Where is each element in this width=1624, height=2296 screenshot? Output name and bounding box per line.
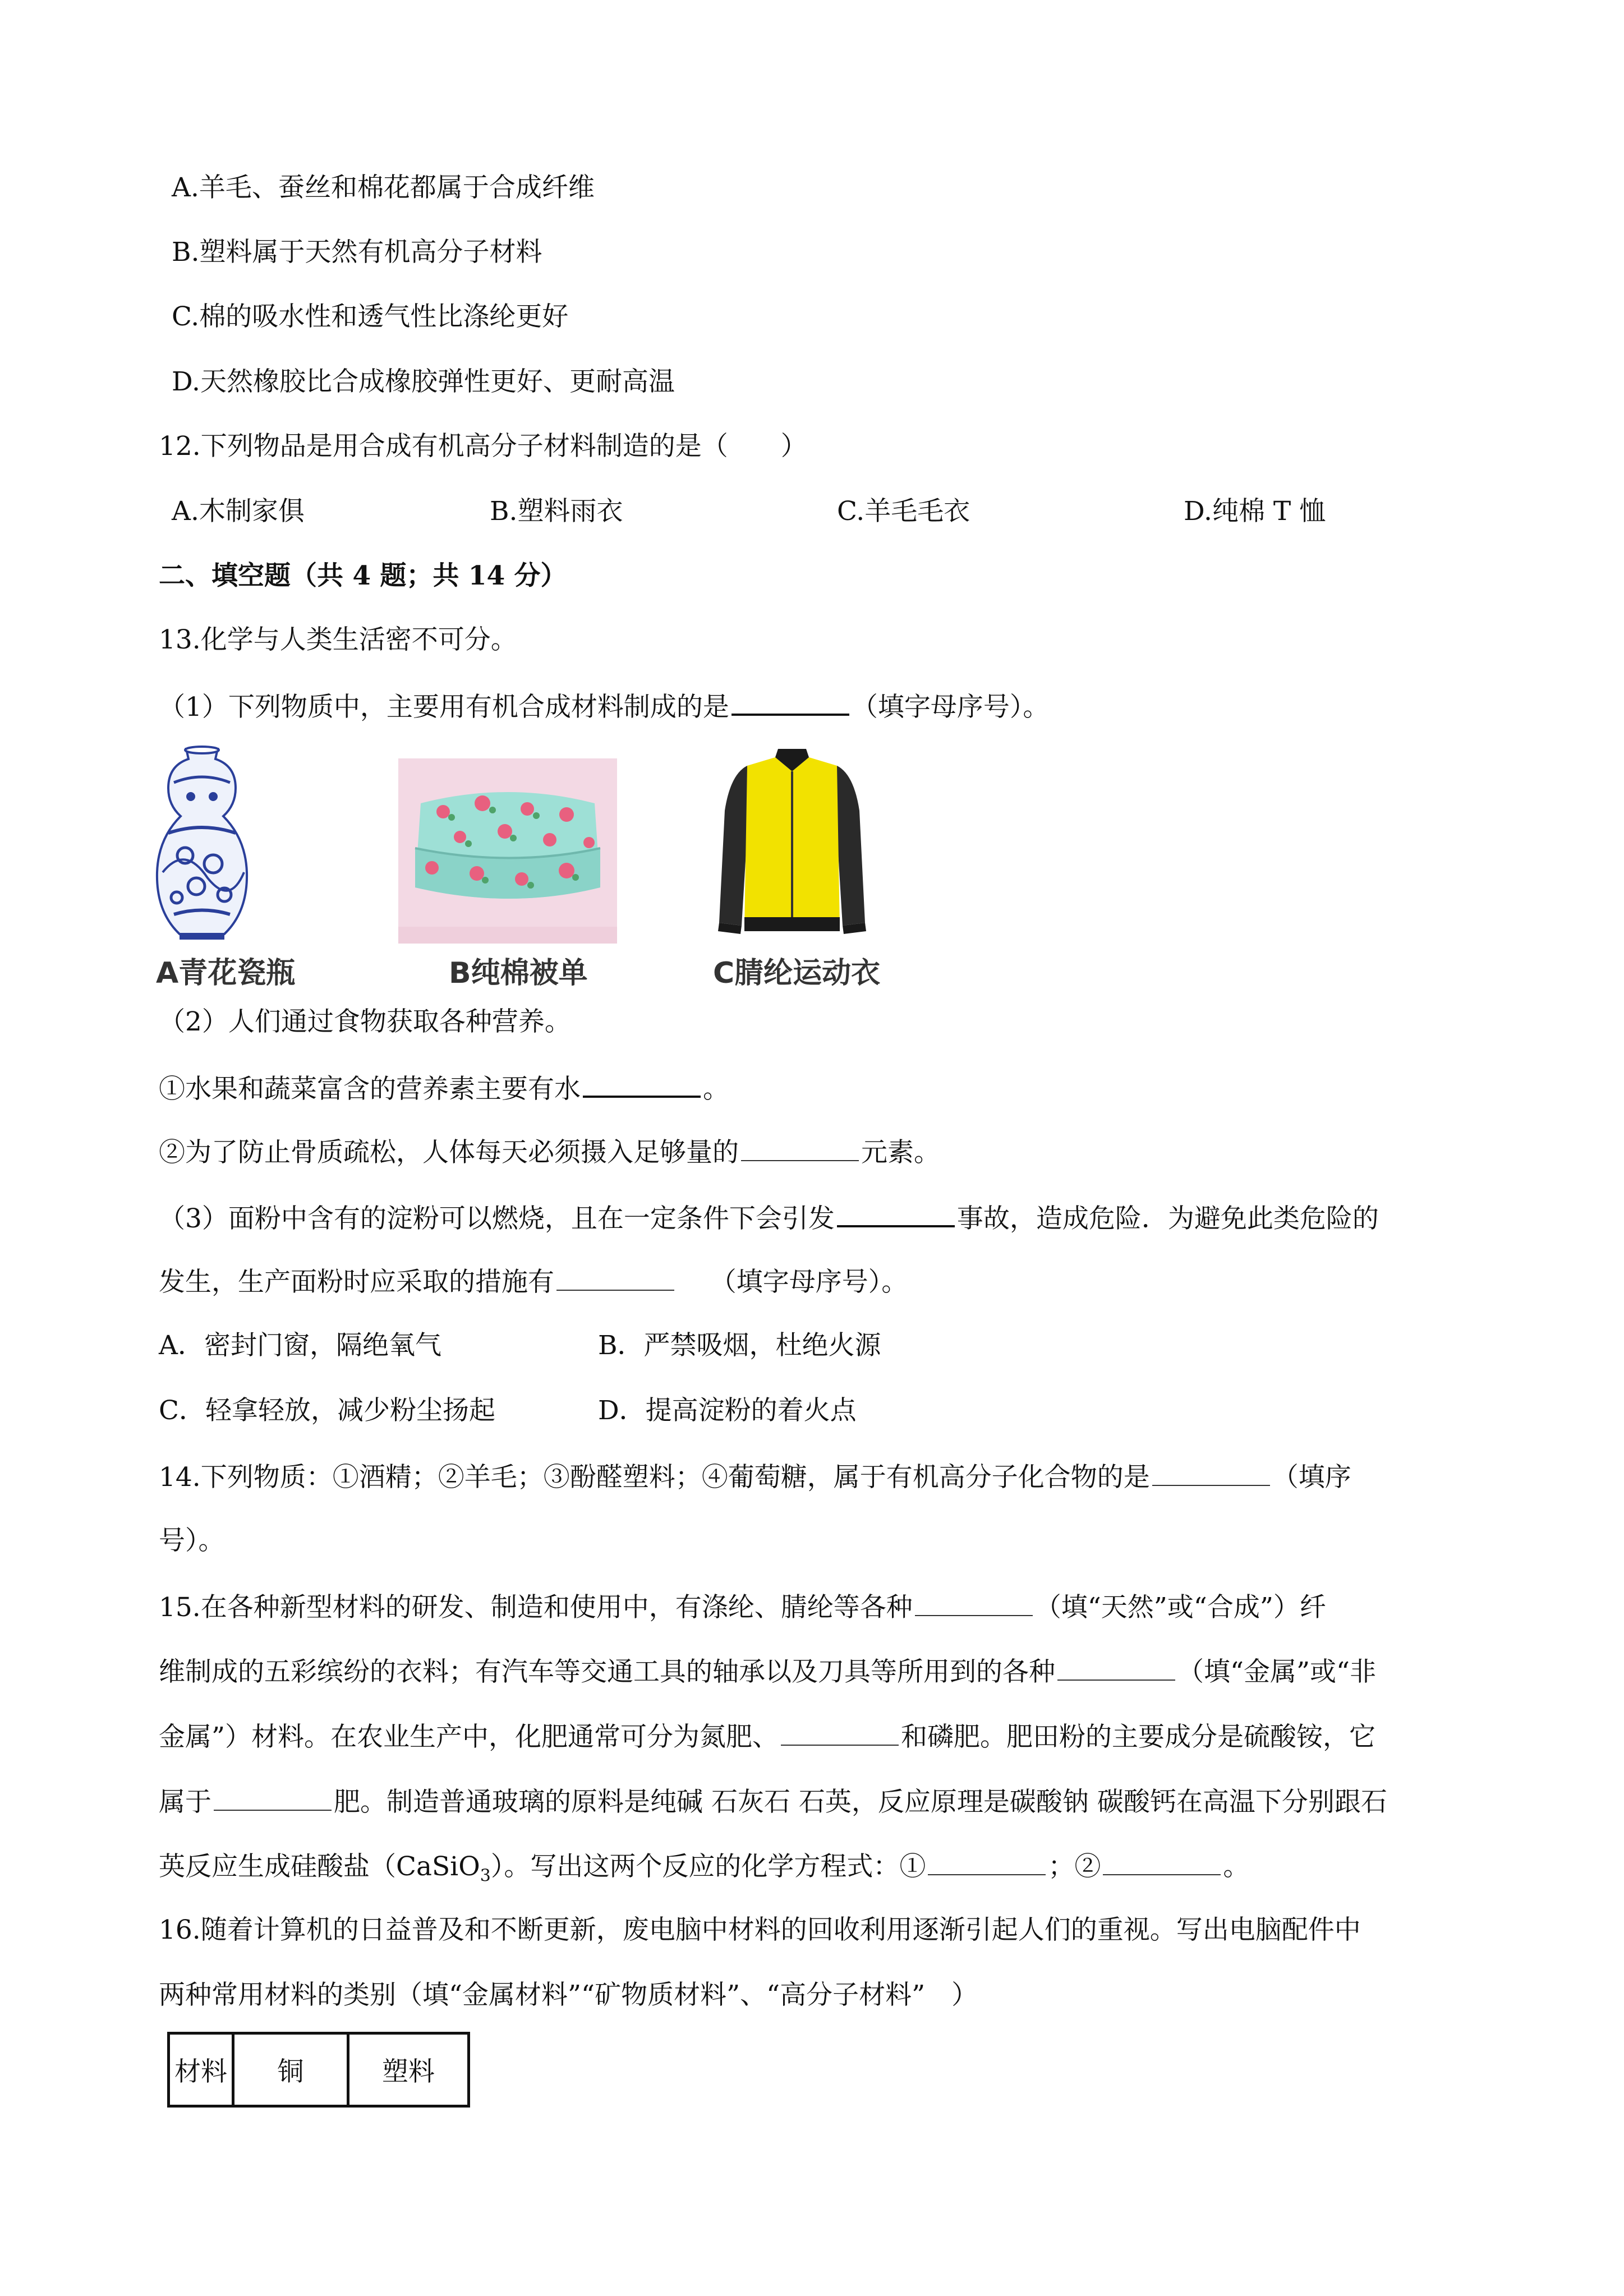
q13-part2-i-text: ①水果和蔬菜富含的营养素主要有水 [159,1074,581,1105]
q13-option-a: A．密封门窗，隔绝氧气 [159,1330,441,1361]
q15-l5-text: 英反应生成硅酸盐（CaSiO [159,1851,480,1882]
subscript-3: 3 [480,1866,491,1886]
q13-part1-text: （1）下列物质中，主要用有机合成材料制成的是 [159,692,729,723]
q12-option-b: B.塑料雨衣 [490,496,623,527]
q11-option-a: A.羊毛、蚕丝和棉花都属于合成纤维 [172,172,595,203]
q14-text: 14.下列物质：①酒精；②羊毛；③酚醛塑料；④葡萄糖，属于有机高分子化合物的是 [159,1462,1150,1493]
sports-jacket-image [708,743,876,945]
q12-option-a: A.木制家俱 [172,496,305,527]
table-row [169,2033,469,2106]
q13-part3-cont-text: 发生，生产面粉时应采取的措施有 [159,1267,554,1297]
q15-l1-tail: （填“天然”或“合成”）纤 [1034,1592,1326,1623]
q13-part3-text: （3）面粉中含有的淀粉可以燃烧，且在一定条件下会引发 [159,1203,835,1234]
q15-line3 [159,1719,1375,1754]
q11-option-b: B.塑料属于天然有机高分子材料 [172,237,542,268]
q13-option-c: C．轻拿轻放，减少粉尘扬起 [159,1395,495,1426]
q11-option-d: D.天然橡胶比合成橡胶弹性更好、更耐高温 [172,366,675,397]
answer-blank[interactable] [732,688,849,716]
answer-blank[interactable] [928,1848,1046,1875]
section-title: 二、填空题（共 4 题；共 14 分） [159,560,567,591]
q12-option-c: C.羊毛毛衣 [837,496,970,527]
table-cell-plastic: 塑料 [348,2033,469,2106]
q13-option-d: D．提高淀粉的着火点 [598,1395,857,1426]
q14-tail: （填序 [1272,1462,1351,1493]
q13-part2-i [159,1070,729,1106]
answer-blank[interactable] [741,1134,859,1161]
answer-blank[interactable] [214,1784,332,1811]
q13-part3-cont-tail: （填字母序号）。 [710,1267,908,1297]
q12-option-d: D.纯棉 T 恤 [1184,496,1326,527]
q15-l2-tail: （填“金属”或“非 [1177,1657,1377,1687]
q15-l4-tail: 肥。制造普通玻璃的原料是纯碱 石灰石 石英，反应原理是碳酸钠 碳酸钙在高温下分别跟石 [334,1787,1387,1818]
q13-part1-tail: （填字母序号）。 [851,692,1050,723]
q13-part2-ii-tail: 元素。 [861,1137,940,1168]
q15-line5 [159,1848,1249,1893]
q15-line4 [159,1784,1387,1819]
answer-blank[interactable] [583,1070,701,1098]
q15-l5-mid: ）。写出这两个反应的化学方程式：① [490,1851,926,1882]
q13-stem: 13.化学与人类生活密不可分。 [159,624,517,655]
q11-option-c: C.棉的吸水性和透气性比涤纶更好 [172,301,569,332]
q15-l5-sep: ；② [1048,1851,1101,1882]
answer-blank[interactable] [915,1589,1033,1616]
answer-blank[interactable] [556,1264,674,1291]
q15-line1 [159,1589,1326,1625]
q15-l3-tail: 和磷肥。肥田粉的主要成分是硫酸铵，它 [901,1722,1376,1752]
q13-part3 [159,1199,1379,1236]
answer-blank[interactable] [1152,1459,1270,1486]
q15-l3-text: 金属”）材料。在农业生产中，化肥通常可分为氮肥、 [159,1722,779,1752]
q12-stem: 12.下列物品是用合成有机高分子材料制造的是（ ） [159,431,807,462]
materials-table [167,2032,470,2108]
q15-line2 [159,1654,1376,1689]
answer-blank[interactable] [781,1719,899,1746]
q13-part1 [159,688,1049,724]
cotton-quilt-image [398,758,617,944]
q16-line2: 两种常用材料的类别（填“金属材料”“矿物质材料”、“高分子材料” ） [159,1980,978,2010]
caption-a: A青花瓷瓶 [156,956,296,990]
q15-l4-text: 属于 [159,1787,211,1818]
q15-l2-text: 维制成的五彩缤纷的衣料；有汽车等交通工具的轴承以及刀具等所用到的各种 [159,1657,1055,1687]
porcelain-vase-image [151,743,252,945]
q13-part2-ii-text: ②为了防止骨质疏松，人体每天必须摄入足够量的 [159,1137,739,1168]
q13-part3-tail: 事故，造成危险．为避免此类危险的 [956,1203,1379,1234]
q13-part3-cont [159,1264,908,1299]
q15-l5-end: 。 [1223,1851,1250,1882]
q16-line1: 16.随着计算机的日益普及和不断更新，废电脑中材料的回收利用逐渐引起人们的重视。写出电脑配件中 [159,1915,1361,1945]
q14-line2: 号）。 [159,1525,225,1556]
answer-blank[interactable] [1057,1654,1175,1681]
table-cell-copper: 铜 [233,2033,348,2106]
table-cell-header: 材料 [169,2033,233,2106]
answer-blank[interactable] [837,1199,955,1227]
q13-part2-i-tail: 。 [703,1074,729,1105]
caption-c: C腈纶运动衣 [713,956,881,990]
caption-b: B纯棉被单 [449,956,588,990]
q15-l1-text: 15.在各种新型材料的研发、制造和使用中，有涤纶、腈纶等各种 [159,1592,913,1623]
q13-part2-ii [159,1134,940,1170]
q13-part2: （2）人们通过食物获取各种营养。 [159,1006,571,1037]
q14-line1 [159,1459,1351,1494]
answer-blank[interactable] [1103,1848,1221,1875]
q13-option-b: B．严禁吸烟，杜绝火源 [598,1330,881,1361]
